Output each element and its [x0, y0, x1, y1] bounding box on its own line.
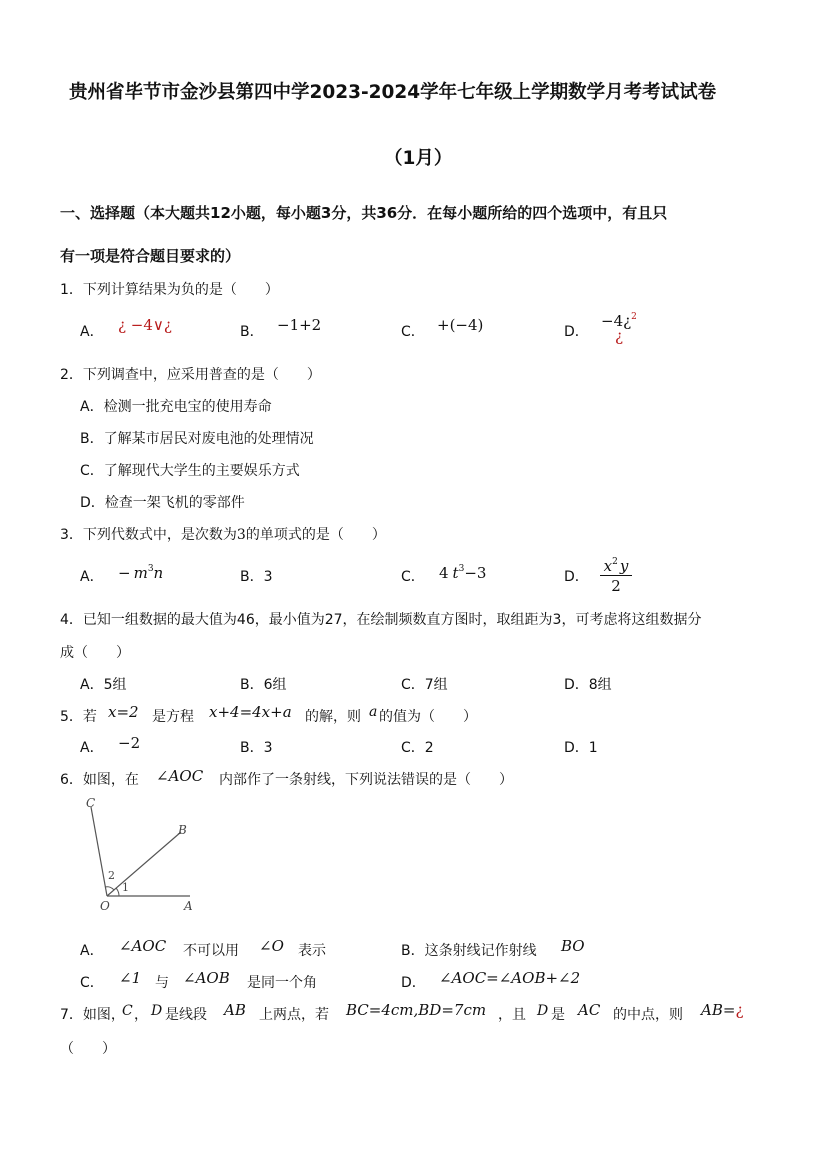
q1-d-label: D．: [564, 324, 589, 340]
q3-d-num-x: x: [603, 557, 613, 575]
q6-a-math-1: ∠AOC: [119, 937, 167, 955]
q4-option-d: D．8组: [564, 677, 612, 693]
q3-stem-post: 的单项式的是（ ）: [245, 527, 386, 543]
q3-stem-num: 3: [236, 527, 246, 543]
q6-b-text: B．这条射线记作射线: [401, 943, 537, 959]
q3-option-b: B．3: [240, 569, 273, 585]
q1-b-math: −1+2: [277, 316, 322, 334]
q3-d-num-y: y: [619, 557, 629, 575]
q3-a-label: A．: [80, 569, 104, 585]
q2-option-a: A．检测一批充电宝的使用寿命: [80, 399, 272, 415]
q4-stem-line2: 成（ ）: [60, 645, 130, 661]
q5-option-b: B．3: [240, 740, 273, 756]
q1-c-math: +(−4): [437, 316, 484, 334]
q7-math-ans-text: AB=: [701, 1001, 736, 1019]
ray-ob: [107, 832, 181, 896]
q5-text-1: 5．若: [60, 709, 97, 725]
q7-text-1: 7．如图，: [60, 1007, 125, 1023]
q7-text-5: 是: [551, 1007, 565, 1023]
q1-a-math: ¿ −4∨¿: [118, 316, 172, 334]
q2-option-b: B．了解某市居民对废电池的处理情况: [80, 431, 314, 447]
q7-math-d: D: [151, 1003, 163, 1019]
q3-c-post: −3: [464, 564, 487, 582]
q6-a-text-1: 不可以用: [183, 943, 239, 959]
section-header-line2: 有一项是符合题目要求的）: [60, 247, 241, 265]
q1-a-label: A．: [80, 324, 104, 340]
q6-c-label: C．: [80, 975, 104, 991]
q4-option-b: B．6组: [240, 677, 287, 693]
q6-d-math: ∠AOC=∠AOB+∠2: [439, 969, 581, 987]
section-header-line1: 一、选择题（本大题共12小题，每小题3分，共36分．在每小题所给的四个选项中，有且只: [60, 204, 668, 222]
q7-text-3: 上两点，若: [259, 1007, 329, 1023]
q7-math-ac: AC: [578, 1001, 601, 1019]
q7-math-cond: BC=4cm,BD=7cm: [346, 1001, 487, 1019]
q7-text-4: ，且: [498, 1007, 526, 1023]
q1-b-label: B．: [240, 324, 264, 340]
q7-text-2: 是线段: [165, 1007, 207, 1023]
q7-text-6: 的中点，则: [613, 1007, 683, 1023]
ray-oc: [91, 807, 107, 896]
q4-option-c: C．7组: [401, 677, 448, 693]
q6-d-label: D．: [401, 975, 426, 991]
q7-math-d2: D: [537, 1003, 549, 1019]
q5-a-math: −2: [118, 734, 141, 752]
q6-a-label: A．: [80, 943, 104, 959]
q5-a-label: A．: [80, 740, 104, 756]
label-a: A: [184, 899, 193, 913]
q5-text-2: 是方程: [152, 709, 194, 725]
q6-a-math-2: ∠O: [259, 937, 284, 955]
label-b: B: [178, 823, 187, 837]
q6-c-math-1: ∠1: [119, 969, 142, 987]
q5-math-2: x+4=4x+a: [209, 703, 292, 721]
q7-stem-line2: （ ）: [60, 1041, 116, 1057]
q3-c-pre: 4: [439, 564, 449, 582]
q3-a-m: m: [133, 564, 148, 582]
q1-stem: 1．下列计算结果为负的是（ ）: [60, 282, 279, 298]
q7-math-ans: [701, 1001, 743, 1019]
q3-a-pre: −: [118, 564, 131, 582]
q2-option-c: C．了解现代大学生的主要娱乐方式: [80, 463, 300, 479]
q5-option-c: C．2: [401, 740, 434, 756]
label-o: O: [100, 899, 110, 913]
q5-option-d: D．1: [564, 740, 598, 756]
q3-d-num-sup: 2: [612, 557, 618, 567]
label-angle-2: 2: [108, 869, 115, 882]
q1-d-sup: 2: [631, 312, 637, 322]
q6-angle-figure: [78, 793, 198, 917]
q3-a-n: n: [153, 564, 164, 582]
q5-math-1: x=2: [108, 703, 139, 721]
page-subtitle: （1月）: [384, 148, 453, 169]
q4-option-a: A．5组: [80, 677, 127, 693]
q3-d-label: D．: [564, 569, 589, 585]
q3-d-denominator: 2: [611, 577, 621, 595]
q1-d-top: −4¿: [601, 312, 632, 330]
q2-stem: 2．下列调查中，应采用普查的是（ ）: [60, 367, 321, 383]
q1-d-bottom: ¿: [615, 327, 624, 345]
q6-math-1: ∠AOC: [156, 767, 204, 785]
q5-text-4: 的值为（ ）: [379, 709, 477, 725]
arc-angle-1: [116, 888, 119, 896]
q6-c-text-1: 与: [155, 975, 169, 991]
q7-math-ans-red: ¿: [735, 1001, 744, 1019]
q3-stem: [60, 524, 386, 544]
q5-math-3: a: [369, 704, 378, 720]
q5-text-3: 的解，则: [305, 709, 361, 725]
q3-a-sup: 3: [147, 564, 154, 574]
q7-math-c: C: [122, 1003, 133, 1019]
q3-d-fraction: [600, 553, 632, 596]
q3-stem-pre: 3．下列代数式中，是次数为: [60, 527, 237, 543]
q3-a-math: [118, 563, 163, 582]
q6-text-1: 6．如图，在: [60, 772, 139, 788]
q3-c-t: t: [452, 564, 459, 582]
q6-c-math-2: ∠AOB: [183, 969, 230, 987]
q3-d-numerator: [600, 553, 632, 575]
q7-comma: ，: [134, 1007, 148, 1023]
page-title: 贵州省毕节市金沙县第四中学2023-2024学年七年级上学期数学月考考试试卷: [69, 82, 717, 103]
q4-stem-line1: 4．已知一组数据的最大值为46，最小值为27，在绘制频数直方图时，取组距为3，可考虑将这组数据分: [60, 612, 702, 628]
q6-c-text-2: 是同一个角: [247, 975, 317, 991]
q6-b-math: BO: [561, 937, 585, 955]
q6-a-text-2: 表示: [298, 943, 326, 959]
q7-math-ab: AB: [224, 1001, 246, 1019]
q6-text-2: 内部作了一条射线，下列说法错误的是（ ）: [219, 772, 513, 788]
q1-c-label: C．: [401, 324, 425, 340]
q3-c-label: C．: [401, 569, 425, 585]
q2-option-d: D．检查一架飞机的零部件: [80, 495, 245, 511]
label-angle-1: 1: [122, 881, 129, 894]
q3-c-sup: 3: [458, 564, 465, 574]
q3-c-math: [439, 563, 486, 582]
label-c: C: [86, 796, 96, 810]
